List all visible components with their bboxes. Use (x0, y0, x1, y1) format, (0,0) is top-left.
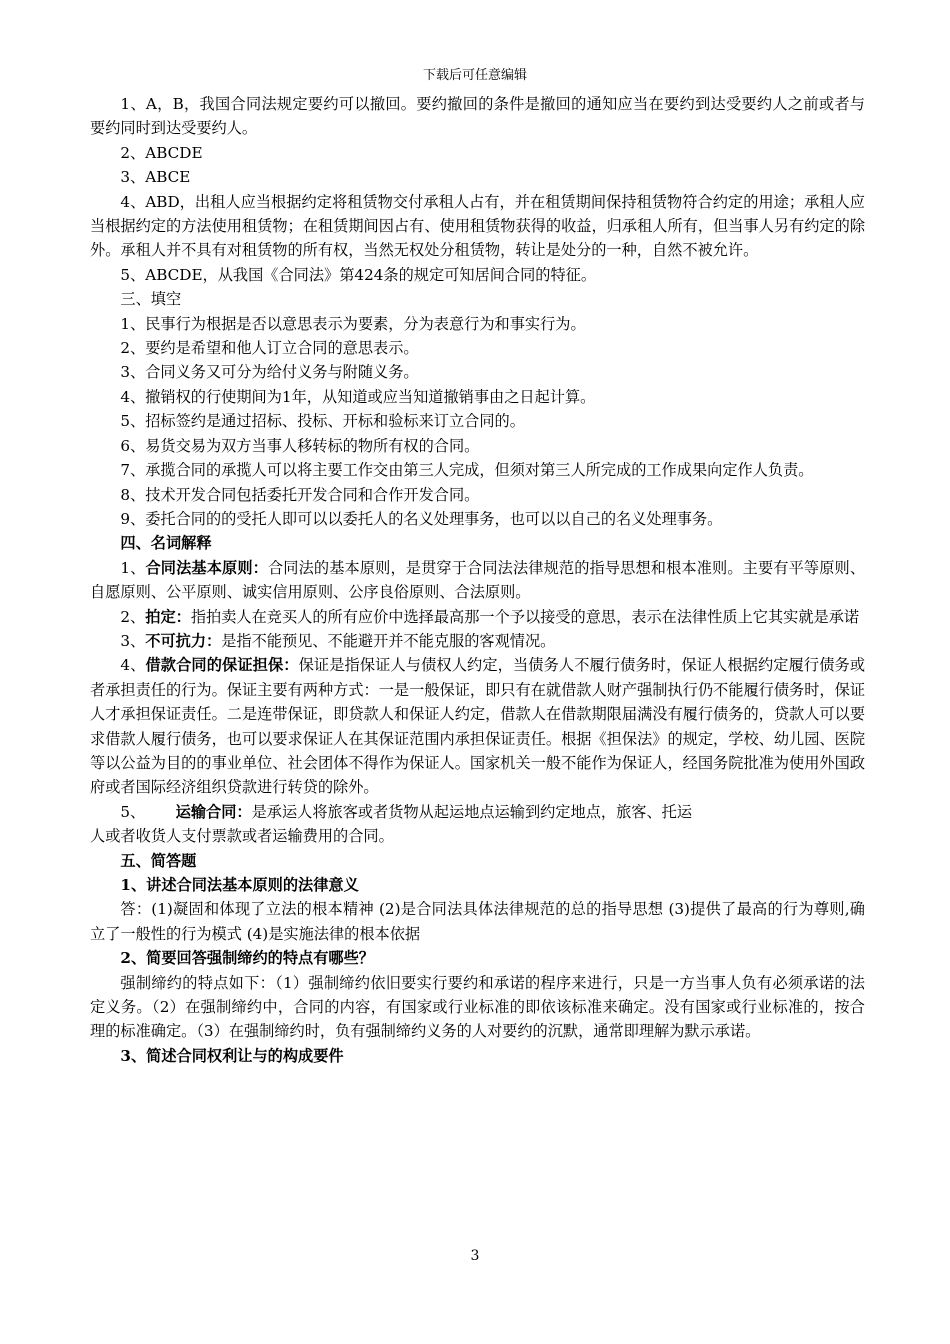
term-item (90, 605, 865, 629)
answer-3: 3、ABCE (120, 168, 191, 187)
fill-blank-item: 3、合同义务又可分为给付义务与附随义务。 (120, 363, 419, 382)
section-heading-short-answer: 五、简答题 (120, 851, 197, 870)
fill-blank-item: 5、招标签约是通过招标、投标、开标和验标来订立合同的。 (120, 412, 525, 431)
question-2: 2、简要回答强制缔约的特点有哪些？ (120, 949, 374, 968)
term-item (90, 800, 865, 824)
answer-1: 1、A，B，我国合同法规定要约可以撤回。要约撤回的条件是撤回的通知应当在要约到达受要约人之前或者与要约同时到达受要约人。 (90, 95, 865, 138)
fill-blank-item: 4、撤销权的行使期间为1年，从知道或应当知道撤销事由之日起计算。 (120, 387, 596, 406)
question-1: 1、讲述合同法基本原则的法律意义 (120, 876, 359, 894)
term-title: 合同法基本原则： (145, 558, 268, 577)
section-heading-fill-blank: 三、填空 (120, 290, 182, 309)
term-item (90, 629, 865, 653)
term-definition: 保证是指保证人与债权人约定，当债务人不履行债务时，保证人根据约定履行债务或者承担责任的行为。保证主要有两种方式：一是一般保证，即只有在就借款人财产强制执行仍不能履行债务时，保证人才承担保证责任。二是连带保证，即贷款人和保证人约定，借款人在借款期限届满没有履行债务的，贷款人可以要求借款人履行债务，也可以要求保证人在其保证范围内承担保证责任。根据《担保法》的规定，学校、幼儿园、医院等以公益为目的的事业单位、社会团体不得作为保证人。国家机关一般不能作为保证人，经国务院批准为使用外国政府或者国际经济组织贷款进行转贷的除外。 (90, 656, 866, 797)
term-number: 3、 (120, 631, 146, 650)
term-number: 1、 (120, 558, 146, 577)
term-definition: 是指不能预见、不能避开并不能克服的客观情况。 (221, 631, 556, 650)
document-body (90, 92, 865, 1068)
term-definition: 是承运人将旅客或者货物从起运地点运输到约定地点，旅客、托运 (251, 802, 693, 821)
page-number: 3 (470, 1248, 480, 1264)
term-title: 拍定： (145, 607, 191, 626)
term-definition: 指拍卖人在竞买人的所有应价中选择最高那一个予以接受的意思，表示在法律性质上它其实就是承诺 (190, 607, 860, 626)
question-3: 3、简述合同权利让与的构成要件 (120, 1046, 344, 1065)
fill-blank-item: 8、技术开发合同包括委托开发合同和合作开发合同。 (120, 485, 480, 504)
fill-blank-item: 9、委托合同的的受托人即可以以委托人的名义处理事务，也可以以自己的名义处理事务。 (120, 509, 723, 528)
term-title: 借款合同的保证担保： (145, 656, 299, 675)
answer-2: 2、ABCDE (120, 143, 203, 162)
answer-question-2: 强制缔约的特点如下：（1）强制缔约依旧要实行要约和承诺的程序来进行，只是一方当事人负有必须承诺的法定义务。（2）在强制缔约中，合同的内容，有国家或行业标准的即依该标准来确定。没有国家或行业标准的，按合理的标准确定。（3）在强制缔约时，负有强制缔约义务的人对要约的沉默，通常即理解为默示承诺。 (90, 973, 865, 1041)
term-title: 不可抗力： (145, 631, 222, 650)
term-item (90, 556, 865, 605)
answer-5: 5、ABCDE，从我国《合同法》第424条的规定可知居间合同的特征。 (120, 265, 597, 284)
section-heading-terms: 四、名词解释 (120, 534, 212, 553)
answer-4: 4、ABD，出租人应当根据约定将租赁物交付承租人占有，并在租赁期间保持租赁物符合约定的用途；承租人应当根据约定的方法使用租赁物；在租赁期间因占有、使用租赁物获得的收益，归承租人所有，但当事人另有约定的除外。承租人并不具有对租赁物的所有权，当然无权处分租赁物，转让是处分的一种，自然不被允许。 (90, 192, 865, 260)
term-definition: 合同法的基本原则，是贯穿于合同法法律规范的指导思想和根本准则。主要有平等原则、自愿原则、公平原则、诚实信用原则、公序良俗原则、合法原则。 (90, 558, 866, 602)
fill-blank-item: 7、承揽合同的承揽人可以将主要工作交由第三人完成，但须对第三人所完成的工作成果向定作人负责。 (120, 461, 814, 480)
page-header: 下载后可任意编辑 (422, 68, 527, 83)
term-item (90, 653, 865, 799)
answer-question-1: 答：(1)凝固和体现了立法的根本精神 (2)是合同法具体法律规范的总的指导思想 (3)提供了最高的行为尊则,确立了一般性的行为模式 (4)是实施法律的根本依据 (90, 900, 865, 943)
term-definition-continued: 人或者收货人支付票款或者运输费用的合同。 (90, 827, 394, 846)
fill-blank-item: 1、民事行为根据是否以意思表示为要素，分为表意行为和事实行为。 (120, 314, 586, 333)
fill-blank-item: 6、易货交易为双方当事人移转标的物所有权的合同。 (120, 436, 480, 455)
term-number: 5、 (120, 802, 146, 821)
term-title: 运输合同： (175, 802, 252, 821)
term-number: 4、 (120, 656, 146, 675)
term-number: 2、 (120, 607, 146, 626)
fill-blank-item: 2、要约是希望和他人订立合同的意思表示。 (120, 339, 419, 358)
